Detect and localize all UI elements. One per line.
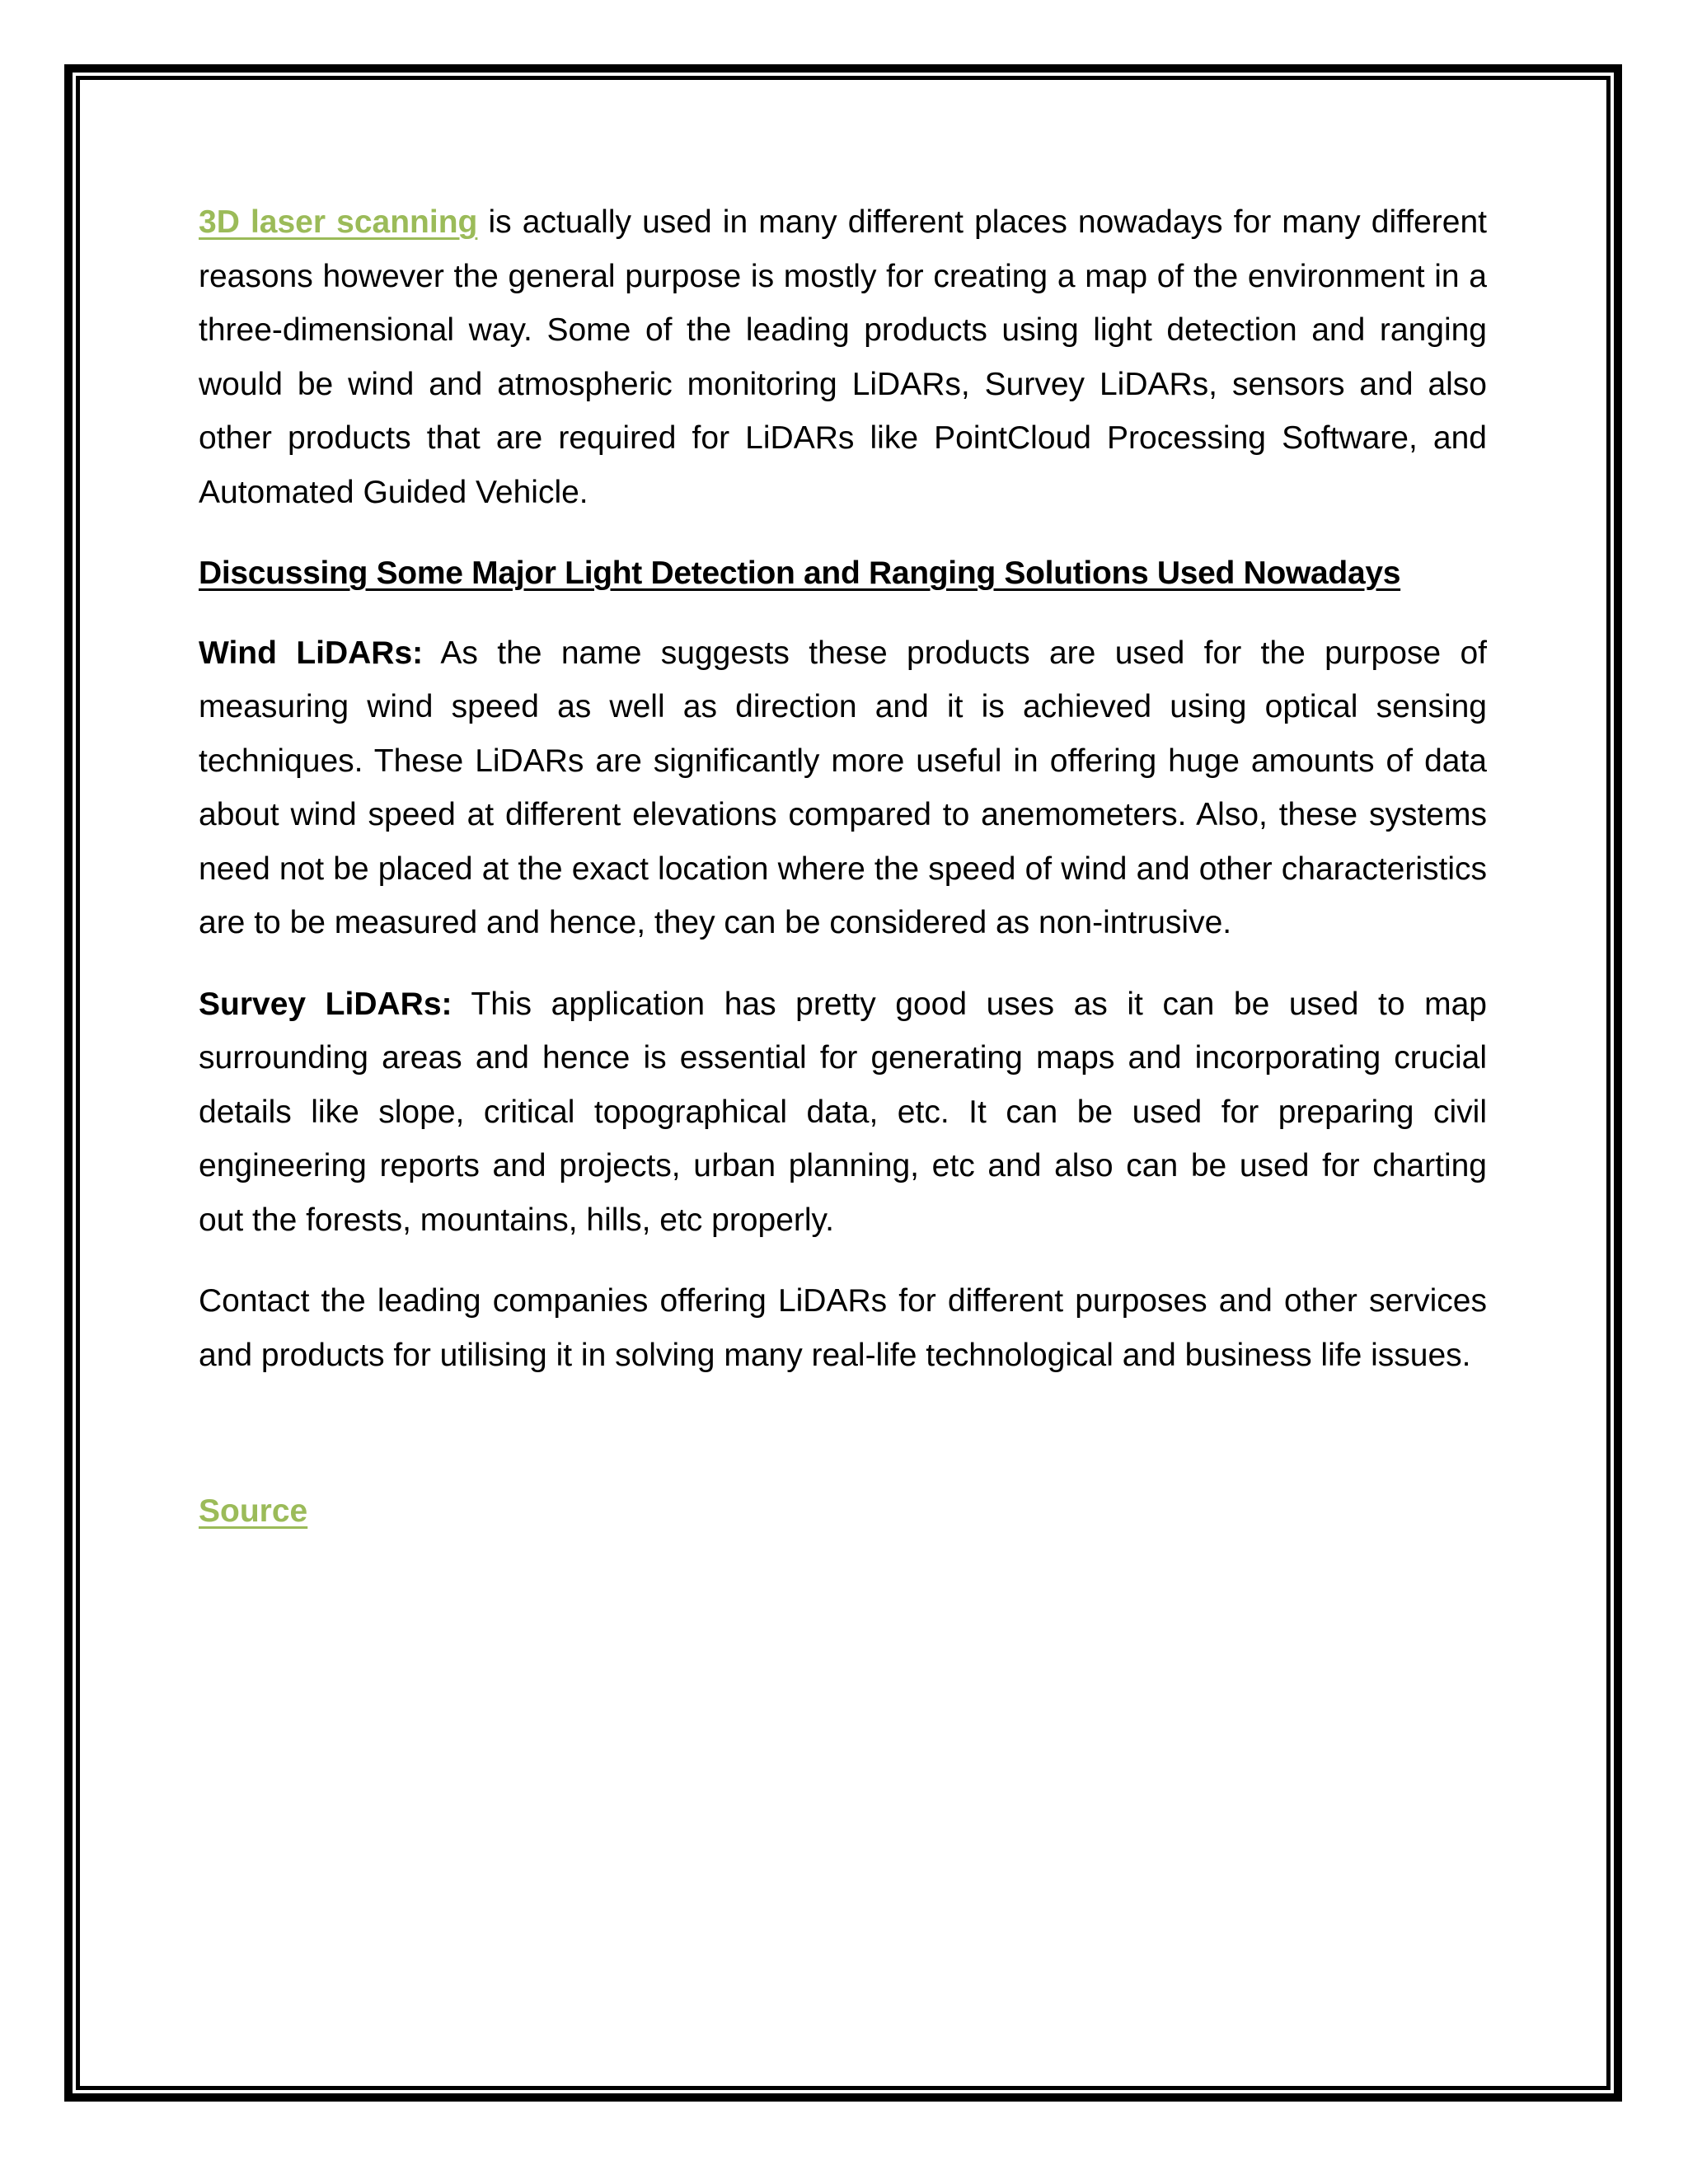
survey-lidars-paragraph — [199, 977, 1487, 1248]
survey-lidars-term: Survey LiDARs: — [199, 986, 452, 1022]
source-section — [199, 1484, 1487, 1539]
document-body — [199, 195, 1487, 1539]
contact-paragraph: Contact the leading companies offering LiDARs for different purposes and other services and products for utilising it in solving many real-life technological and business life issues. — [199, 1283, 1487, 1373]
source-link[interactable]: Source — [199, 1493, 308, 1529]
wind-lidars-paragraph — [199, 626, 1487, 950]
section-heading: Discussing Some Major Light Detection and Ranging Solutions Used Nowadays — [199, 555, 1401, 591]
wind-lidars-text: As the name suggests these products are used for the purpose of measuring wind speed as well as direction and it is achieved using optical sensing techniques. These LiDARs are significantly more useful in offering huge amounts of data about wind speed at different elevations compared to anemometers. Also, these systems need not be placed at the exact location where the speed of wind and other characteristics are to be measured and hence, they can be considered as non-intrusive. — [199, 635, 1487, 940]
laser-scanning-link[interactable]: 3D laser scanning — [199, 204, 478, 240]
intro-paragraph — [199, 195, 1487, 519]
survey-lidars-text: This application has pretty good uses as it can be used to map surrounding areas and hence is essential for generating maps and incorporating crucial details like slope, critical topographical data, etc. It can be used for preparing civil engineering reports and projects, urban planning, etc and also can be used for charting out the forests, mountains, hills, etc properly. — [199, 986, 1487, 1238]
wind-lidars-term: Wind LiDARs: — [199, 635, 424, 671]
intro-text: is actually used in many different places nowadays for many different reasons however the general purpose is mostly for creating a map of the environment in a three-dimensional way. Some of the leading products using light detection and ranging would be wind and atmospheric monitoring LiDARs, Survey LiDARs, sensors and also other products that are required for LiDARs like PointCloud Processing Software, and Automated Guided Vehicle. — [199, 204, 1487, 510]
